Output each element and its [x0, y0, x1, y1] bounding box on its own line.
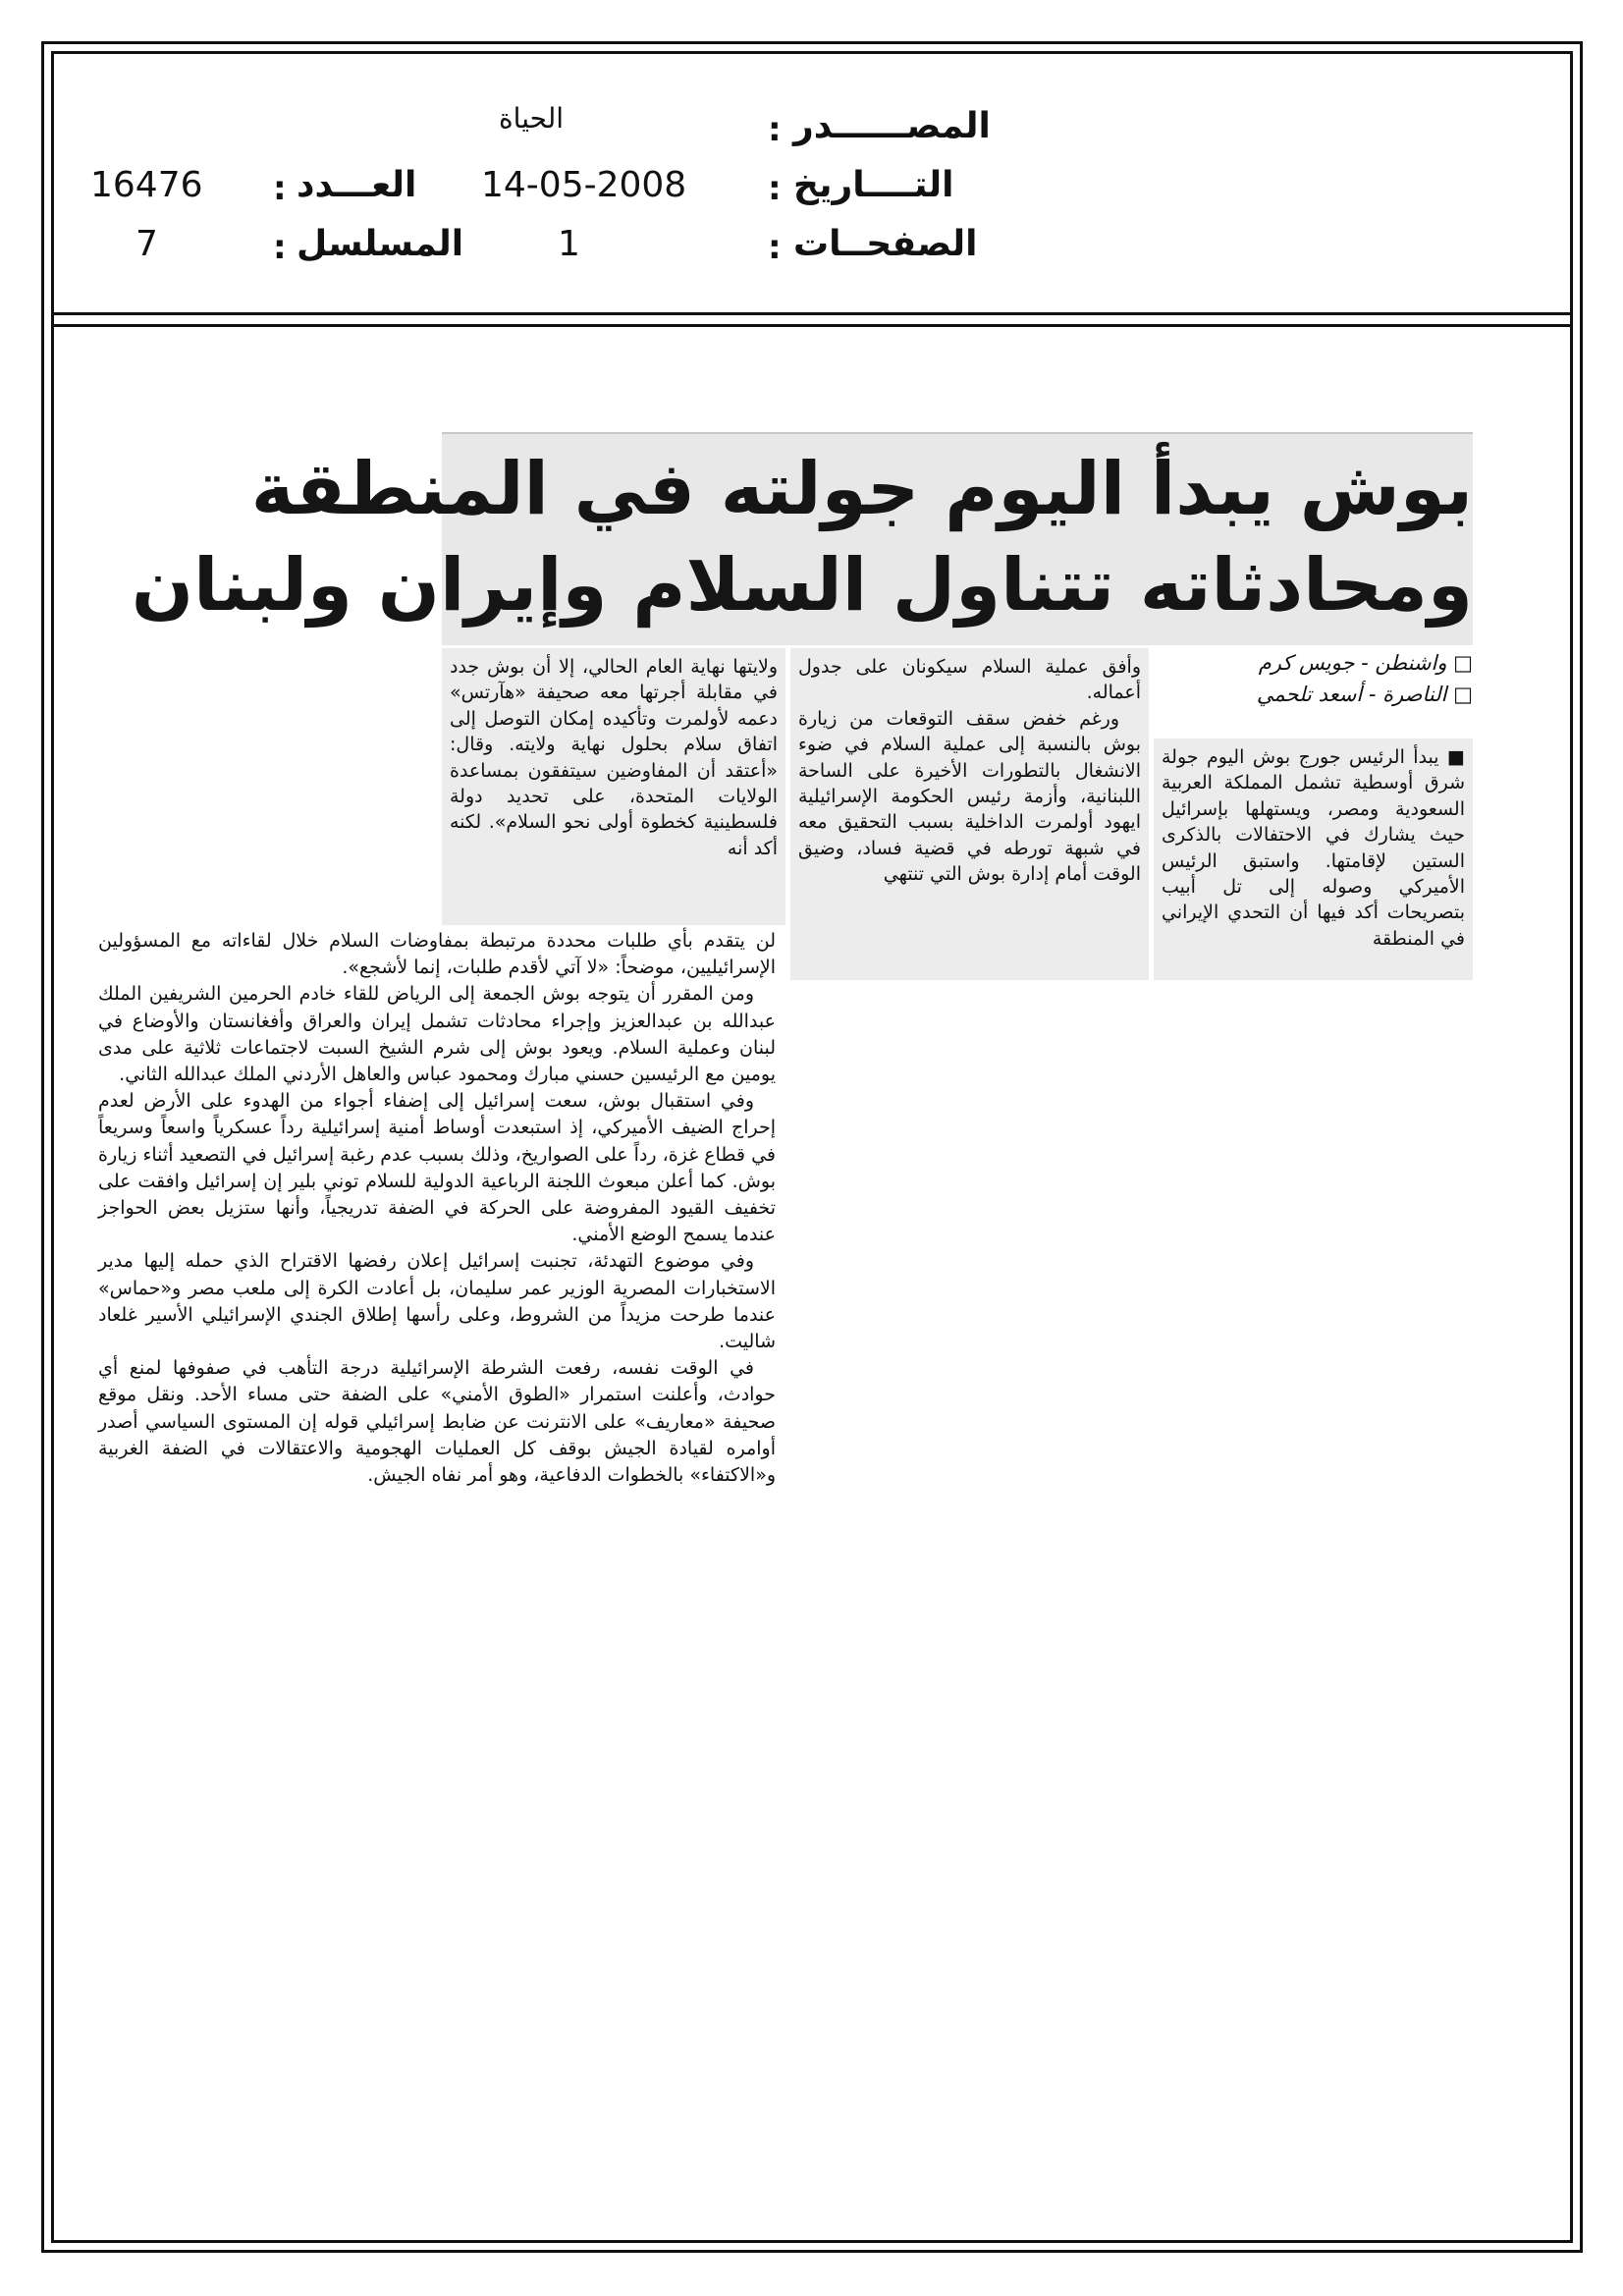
article-column-right: [1154, 738, 1473, 980]
body-paragraph-4: وفي موضوع التهدئة، تجنبت إسرائيل إعلان رفضها الاقتراح الذي حمله إليها مدير الاستخبارات المصرية الوزير عمر سليمان، بل أعادت الكرة إلى ملعب مصر و«حماس» عندما طرحت مزيداً من الشروط، وعلى رأسها إطلاق الجندي الإسرائيلي الأسير غلعاد شاليت.: [98, 1250, 776, 1353]
serial-colon: :: [273, 228, 287, 267]
header-divider: [51, 312, 1573, 315]
issue-value: 16476: [90, 165, 203, 205]
body-paragraph-3: وفي استقبال بوش، سعت إسرائيل إلى إضفاء أجواء من الهدوء على الأرض لعدم إحراج الضيف الأميركي، إذ استبعدت أوساط أمنية إسرائيلية رداً عسكرياً واسعاً وسريعاً في قطاع غزة، رداً على الصواريخ، وذلك بسبب عدم رغبة إسرائيل في التصعيد أثناء زيارة بوش. كما أعلن مبعوث اللجنة الرباعية الدولية للسلام توني بلير إن إسرائيل وافقت على تخفيف القيود المفروضة على الحركة في الضفة تدريجياً، وأنها ستزيل بعض الحواجز عندما يسمح الوضع الأمني.: [98, 1090, 776, 1246]
headline-line-1: بوش يبدأ اليوم جولته في المنطقة: [250, 447, 1473, 531]
source-colon: :: [768, 110, 782, 149]
pages-label: الصفحــات: [793, 224, 978, 264]
serial-value: 7: [135, 224, 158, 264]
body-paragraph-5: في الوقت نفسه، رفعت الشرطة الإسرائيلية درجة التأهب في صفوفها لمنع أي حوادث، وأعلنت استمرار «الطوق الأمني» على الضفة حتى مساء الأحد. ونقل موقع صحيفة «معاريف» على الانترنت عن ضابط إسرائيلي قوله إن المستوى السياسي أصدر أوامره لقيادة الجيش بوقف كل العمليات الهجومية والاعتقالات في الضفة الغربية و«الاكتفاء» بالخطوات الدفاعية، وهو أمر نفاه الجيش.: [98, 1357, 776, 1487]
byline-nazareth: □ الناصرة - أسعد تلحمي: [1256, 683, 1473, 706]
headline-line-2: ومحادثاته تتناول السلام وإيران ولبنان: [131, 543, 1473, 628]
article-column-left: [442, 648, 785, 925]
column-right-text: ■ يبدأ الرئيس جورج بوش اليوم جولة شرق أوسطية تشمل المملكة العربية السعودية ومصر، ويستهلها بإسرائيل حيث يشارك في الاحتفالات بالذكرى الستين لإقامتها. واستبق الرئيس الأميركي وصوله إلى تل أبيب بتصريحات أكد فيها أن التحدي الإيراني في المنطقة: [1162, 746, 1465, 950]
byline-washington: □ واشنطن - جويس كرم: [1258, 651, 1473, 675]
header-divider-double: [51, 324, 1573, 327]
serial-label: المسلسل: [297, 224, 464, 264]
article-column-middle: [790, 648, 1149, 980]
headline-block: [131, 432, 1473, 645]
column-left-text: ولايتها نهاية العام الحالي، إلا أن بوش جدد في مقابلة أجرتها معه صحيفة «هآرتس» دعمه لأولمرت وتأكيده إمكان التوصل إلى اتفاق سلام بحلول نهاية ولايته. وقال: «أعتقد أن المفاوضين سيتفقون بمساعدة الولايات المتحدة، على تحديد دولة فلسطينية كخطوة أولى نحو السلام». لكنه أكد أنه: [450, 656, 778, 859]
issue-label: العـــدد: [297, 165, 417, 205]
body-paragraph-1: لن يتقدم بأي طلبات محددة مرتبطة بمفاوضات السلام خلال لقاءاته مع المسؤولين الإسرائيليين، موضحاً: «لا آتي لأقدم طلبات، إنما لأشجع».: [98, 930, 776, 979]
column-middle-text-2: ورغم خفض سقف التوقعات من زيارة بوش بالنسبة إلى عملية السلام في ضوء الانشغال بالتطورات الأخيرة على الساحة اللبنانية، وأزمة رئيس الحكومة الإسرائيلية ايهود أولمرت الداخلية بسبب التحقيق معه في شبهة تورطه في قضية فساد، وضيق الوقت أمام إدارة بوش التي تنتهي: [798, 707, 1141, 886]
date-label: التــــاريخ: [793, 165, 954, 205]
date-colon: :: [768, 169, 782, 208]
date-value: 14-05-2008: [481, 165, 687, 205]
issue-colon: :: [273, 169, 287, 208]
pages-colon: :: [768, 228, 782, 267]
source-label: المصــــــدر: [793, 106, 991, 146]
body-paragraph-2: ومن المقرر أن يتوجه بوش الجمعة إلى الرياض للقاء خادم الحرمين الشريفين الملك عبدالله بن عبدالعزيز وإجراء محادثات تشمل إيران والعراق وأفغانستان والأوضاع في لبنان وعملية السلام. ويعود بوش إلى شرم الشيخ السبت لاجتماعات ثلاثية على مدى يومين مع الرئيسين حسني مبارك ومحمود عباس والعاهل الأردني الملك عبدالله الثاني.: [98, 983, 776, 1086]
column-middle-text-1: وأفق عملية السلام سيكونان على جدول أعماله.: [798, 656, 1141, 704]
source-value: الحياة: [499, 102, 565, 135]
pages-value: 1: [558, 224, 580, 264]
article-continuation: [98, 928, 776, 1489]
